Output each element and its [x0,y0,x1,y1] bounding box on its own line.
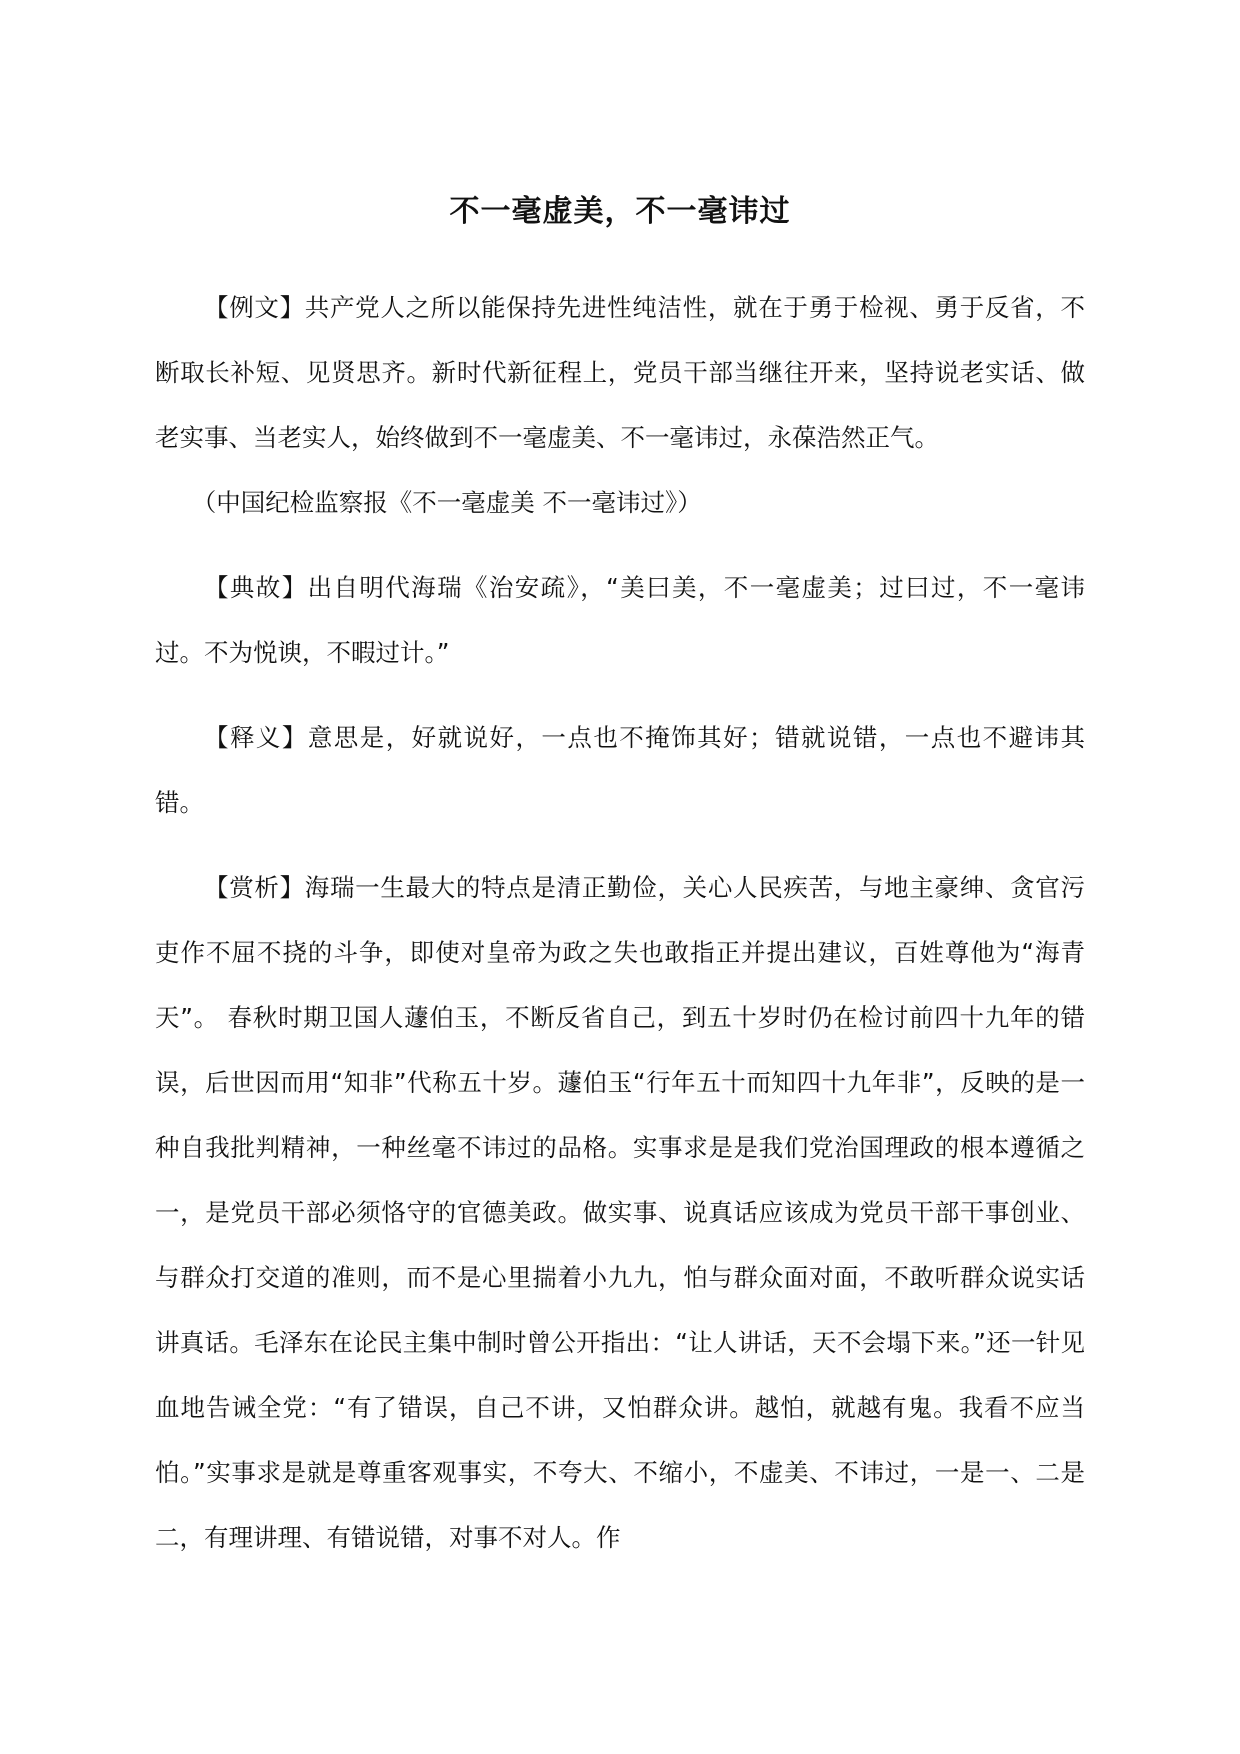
meaning-tag: 【释义】 [204,723,308,752]
article-body [155,275,1085,1590]
allusion-tag: 【典故】 [204,573,308,602]
example-tag: 【例文】 [204,293,305,322]
example-paragraph [155,275,1085,535]
meaning-text: 意思是，好就说好，一点也不掩饰其好；错就说错，一点也不避讳其错。 [155,723,1086,817]
allusion-paragraph [155,555,1085,685]
meaning-paragraph [155,705,1085,835]
appreciation-tag: 【赏析】 [204,873,305,902]
example-source: （中国纪检监察报《不一毫虚美 不一毫讳过》） [191,488,702,517]
appreciation-paragraph [155,855,1085,1570]
page-title: 不一毫虚美，不一毫讳过 [449,194,791,229]
appreciation-text: 海瑞一生最大的特点是清正勤俭，关心人民疾苦，与地主豪绅、贪官污吏作不屈不挠的斗争，即使对皇帝为政之失也敢指正并提出建议，百姓尊他为“海青天”。 春秋时期卫国人蘧伯玉，不断反省自己，到五十岁时仍在检讨前四十九年的错误，后世因而用“知非”代称五十岁。蘧伯玉“行年五十而知四十九年非”，反映的是一种自我批判精神，一种丝毫不讳过的品格。实事求是是我们党治国理政的根本遵循之一，是党员干部必须恪守的官德美政。做实事、说真话应该成为党员干部干事创业、与群众打交道的准则，而不是心里揣着小九九，怕与群众面对面，不敢听群众说实话讲真话。毛泽东在论民主集中制时曾公开指出：“让人讲话，天不会塌下来。”还一针见血地告诫全党：“有了错误，自己不讲，又怕群众讲。越怕，就越有鬼。我看不应当怕。”实事求是就是尊重客观事实，不夸大、不缩小，不虚美、不讳过，一是一、二是二，有理讲理、有错说错，对事不对人。作 [155,873,1085,1552]
allusion-text: 出自明代海瑞《治安疏》，“美曰美，不一毫虚美；过曰过，不一毫讳过。不为悦谀，不暇过计。” [155,573,1085,667]
example-text: 共产党人之所以能保持先进性纯洁性，就在于勇于检视、勇于反省，不断取长补短、见贤思齐。新时代新征程上，党员干部当继往开来，坚持说老实话、做老实事、当老实人，始终做到不一毫虚美、不一毫讳过，永葆浩然正气。 [155,293,1085,452]
